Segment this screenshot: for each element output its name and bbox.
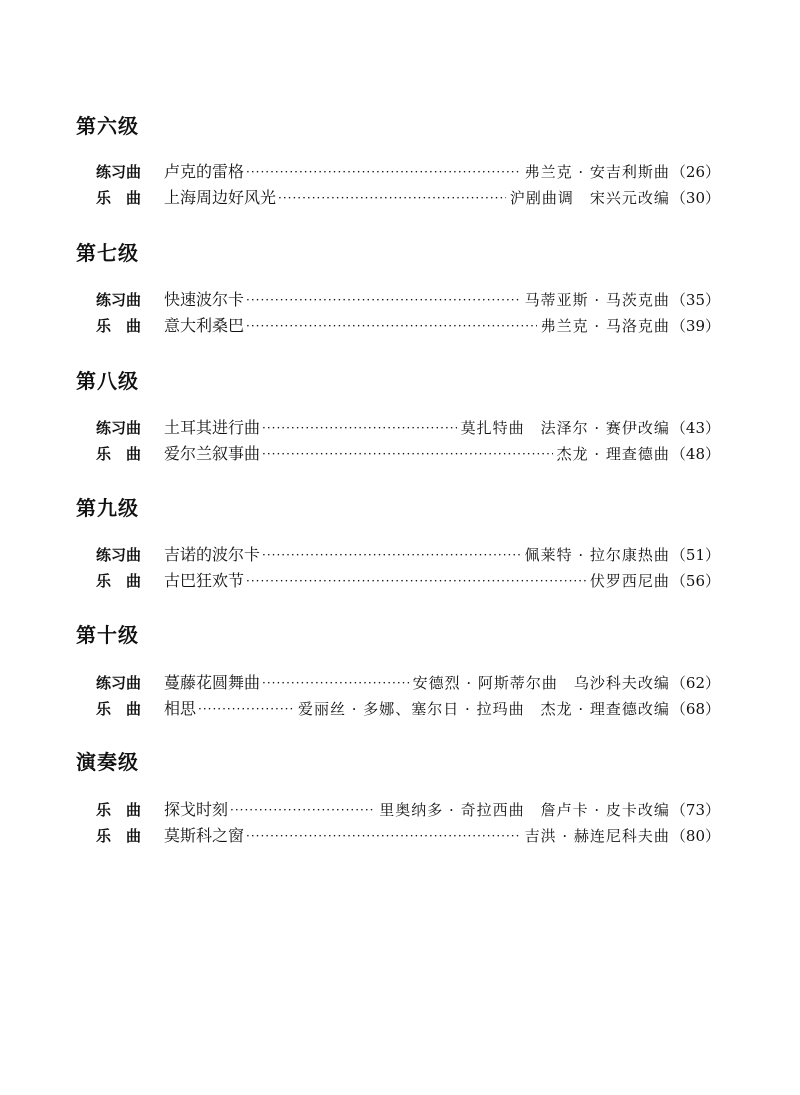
entry-credit: 安德烈 · 阿斯蒂尔曲 乌沙科夫改编: [412, 674, 670, 692]
entry-page-number: （80）: [670, 827, 720, 845]
entry-type: 练习曲: [96, 419, 142, 437]
entry-type: 练习曲: [96, 291, 142, 309]
section-title: 第六级: [76, 114, 139, 138]
entry-credit: 莫扎特曲 法泽尔 · 赛伊改编: [460, 419, 670, 437]
entry-page-number: （48）: [670, 445, 720, 463]
entry-type: 乐 曲: [96, 827, 142, 845]
entry-type: 练习曲: [96, 163, 142, 181]
dot-leader: [246, 568, 586, 594]
entry-type: 乐 曲: [96, 700, 142, 718]
entry-credit: 马蒂亚斯 · 马茨克曲: [524, 291, 670, 309]
entry-type: 乐 曲: [96, 445, 142, 463]
entry-page-number: （30）: [670, 189, 720, 207]
toc-entry[interactable]: [96, 568, 720, 594]
dot-leader: [262, 441, 553, 467]
entry-title: 相思: [164, 699, 197, 718]
entry-title: 意大利桑巴: [164, 316, 245, 335]
dot-leader: [246, 313, 537, 339]
section-title: 第九级: [76, 496, 139, 520]
entry-credit: 杰龙 · 理查德曲: [556, 445, 670, 463]
dot-leader: [246, 287, 521, 313]
toc-entry[interactable]: [96, 696, 720, 722]
entry-credit: 吉洪 · 赫连尼科夫曲: [524, 827, 670, 845]
entry-page-number: （56）: [670, 572, 720, 590]
entry-title: 爱尔兰叙事曲: [164, 444, 261, 463]
entry-page-number: （39）: [670, 317, 720, 335]
entry-credit: 沪剧曲调 宋兴元改编: [509, 189, 670, 207]
entry-page-number: （51）: [670, 546, 720, 564]
entry-type: 乐 曲: [96, 801, 142, 819]
section-title: 第十级: [76, 623, 139, 647]
entry-title: 吉诺的波尔卡: [164, 545, 261, 564]
toc-entry[interactable]: [96, 542, 720, 568]
entry-title: 莫斯科之窗: [164, 826, 245, 845]
entry-title: 蔓藤花圆舞曲: [164, 673, 261, 692]
dot-leader: [262, 542, 521, 568]
dot-leader: [278, 185, 506, 211]
entry-credit: 爱丽丝 · 多娜、塞尔日 · 拉玛曲 杰龙 · 理查德改编: [297, 700, 670, 718]
entry-title: 上海周边好风光: [164, 188, 277, 207]
section-title: 第七级: [76, 241, 139, 265]
entry-title: 探戈时刻: [164, 800, 229, 819]
entry-title: 卢克的雷格: [164, 162, 245, 181]
entry-type: 乐 曲: [96, 189, 142, 207]
entry-type: 练习曲: [96, 674, 142, 692]
section-title: 第八级: [76, 369, 139, 393]
entry-credit: 佩莱特 · 拉尔康热曲: [524, 546, 670, 564]
dot-leader: [230, 797, 375, 823]
entry-credit: 里奥纳多 · 奇拉西曲 詹卢卡 · 皮卡改编: [379, 801, 670, 819]
entry-page-number: （73）: [670, 801, 720, 819]
entry-credit: 弗兰克 · 马洛克曲: [540, 317, 670, 335]
entry-page-number: （35）: [670, 291, 720, 309]
entry-title: 古巴狂欢节: [164, 571, 245, 590]
toc-entry[interactable]: [96, 185, 720, 211]
toc-entry[interactable]: [96, 441, 720, 467]
entry-page-number: （62）: [670, 674, 720, 692]
dot-leader: [262, 670, 409, 696]
dot-leader: [246, 823, 521, 849]
toc-entry[interactable]: [96, 313, 720, 339]
entry-credit: 弗兰克 · 安吉利斯曲: [524, 163, 670, 181]
toc-entry[interactable]: [96, 670, 720, 696]
toc-entry[interactable]: [96, 823, 720, 849]
dot-leader: [246, 159, 521, 185]
dot-leader: [198, 696, 294, 722]
entry-credit: 伏罗西尼曲: [589, 572, 670, 590]
toc-entry[interactable]: [96, 797, 720, 823]
entry-type: 乐 曲: [96, 572, 142, 590]
entry-title: 土耳其进行曲: [164, 418, 261, 437]
entry-type: 乐 曲: [96, 317, 142, 335]
entry-page-number: （68）: [670, 700, 720, 718]
entry-type: 练习曲: [96, 546, 142, 564]
toc-entry[interactable]: [96, 159, 720, 185]
toc-entry[interactable]: [96, 287, 720, 313]
entry-title: 快速波尔卡: [164, 290, 245, 309]
section-title: 演奏级: [76, 750, 139, 774]
entry-page-number: （43）: [670, 419, 720, 437]
toc-entry[interactable]: [96, 415, 720, 441]
dot-leader: [262, 415, 457, 441]
entry-page-number: （26）: [670, 163, 720, 181]
